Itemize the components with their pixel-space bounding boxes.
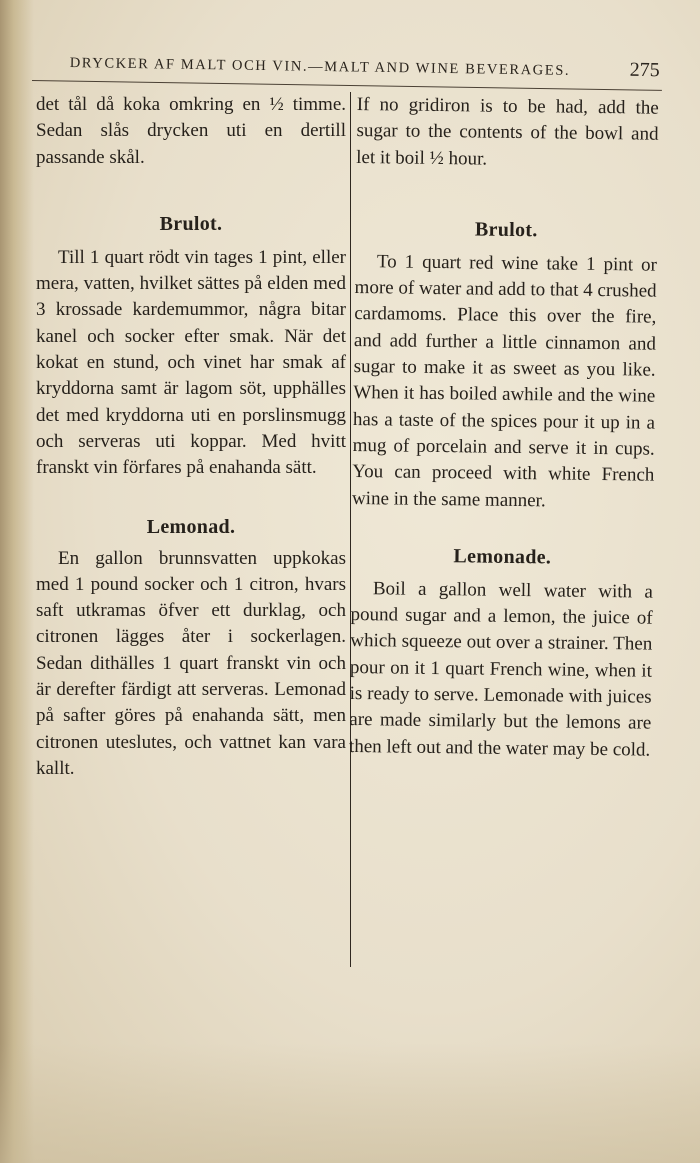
page-header xyxy=(70,50,660,82)
running-head: DRYCKER AF MALT OCH VIN.—MALT AND WINE BEVERAGES. xyxy=(69,54,571,79)
swedish-column xyxy=(36,92,346,782)
lemonade-paragraph: Boil a gallon well water with a pound sugar and a lemon, the juice of which squeeze out over a strainer. Then pour on it 1 quart French wine, when it is ready to serve. Lemonade with juices are made similarly but the lemons are then left out and the water may be cold. xyxy=(348,578,654,761)
header-rule xyxy=(32,80,662,91)
brulot-paragraph: Till 1 quart rödt vin tages 1 pint, eller mera, vatten, hvilket sättes på elden med 3 krossade kardemummor, några bitar kanel och socker efter smak. När det kokat en stund, och vinet har smak af kryddorna samt är lagom söt, upphälles det med kryddorna uti en porslinsmugg och serveras uti koppar. Med hvitt franskt vin förfares på enahanda sätt. xyxy=(36,246,346,479)
brulot-paragraph: To 1 quart red wine take 1 pint or more of water and add to that 4 crushed cardamoms. Place this over the fire, and add further a little cinnamon and sugar to make it as sweet as you like. When it has boiled awhile and the wine has a taste of the spices pour it up in a mug of porcelain and serve it in cups. You can proceed with white French wine in the same manner. xyxy=(351,251,658,511)
brulot-heading: Brulot. xyxy=(474,218,538,242)
continuation-paragraph: If no gridiron is to be had, add the sugar to the contents of the bowl and let it boil ½ hour. xyxy=(356,93,659,170)
spine-shadow xyxy=(0,0,34,1163)
continuation-paragraph: det tål då koka omkring en ½ timme. Sedan slås drycken uti en dertill passande skål. xyxy=(36,94,346,168)
lemonade-heading: Lemonade. xyxy=(453,545,552,569)
page-number: 275 xyxy=(629,58,660,82)
english-column xyxy=(349,92,659,764)
brulot-heading: Brulot. xyxy=(159,212,223,235)
lemonad-heading: Lemonad. xyxy=(146,515,236,538)
page-bottom-shadow xyxy=(0,1043,700,1163)
lemonad-paragraph: En gallon brunnsvatten uppkokas med 1 pound socker och 1 citron, hvars saft utkramas öfver ett durklag, och citronen lägges åter i sockerlagen. Sedan dithälles 1 quart franskt vin och är derefter färdigt att serveras. Lemonad på safter göres på enahanda sätt, men citronen uteslutes, och vattnet kan vara kallt. xyxy=(36,547,346,779)
